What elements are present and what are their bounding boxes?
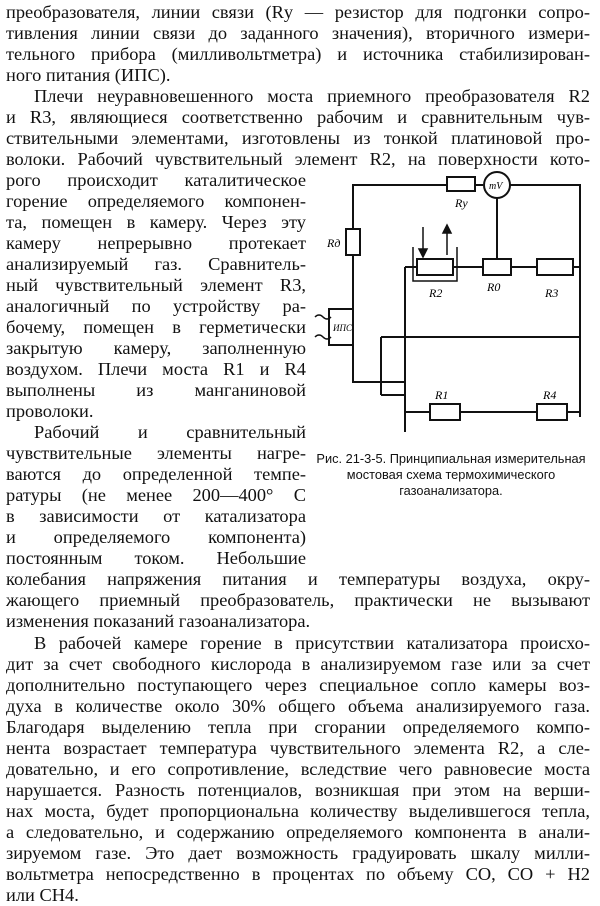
text-line: воздухом. Плечи моста R1 и R4 [6,359,306,379]
text-line: аналогичный по устройству ра- [6,296,306,316]
text-line: горение определяемого компонен- [6,191,306,211]
text-line: нарушается. Разность потенциалов, возникшая при этом на верши- [6,780,590,800]
label-meter: mV [489,181,503,192]
text-line: и определяемого компонента) [6,527,306,547]
wire-top [353,185,447,229]
resistor-ry [447,177,475,191]
gas-flow-arrows [419,225,451,257]
resistor-rd [346,229,360,255]
text-line: Плечи неуравновешенного моста приемного преобразователя R2 [34,86,590,106]
text-line: закрытую камеру, заполненную [6,338,306,358]
text-line: ваются до определенной темпе- [6,464,306,484]
text-line: нах моста, будет пропорциональна количеству выделившегося тепла, [6,801,590,821]
text-line: ного питания (ИПС). [6,65,171,85]
label-r1: R1 [435,388,449,402]
text-line: проволоки. [6,401,94,421]
text-line: тивления линии связи до заданного значения), вторичного измери- [6,23,590,43]
text-line: камеру непрерывно протекает [6,233,306,253]
bridge-circuit-diagram [305,167,597,435]
label-rd: Rд [327,236,341,250]
text-line: В рабочей камере горение в присутствии катализатора происхо- [34,633,590,653]
text-line: ный чувствительный элемент R3, [6,275,306,295]
label-r4: R4 [543,388,557,402]
text-line: постоянным током. Небольшие [6,548,306,568]
resistor-r0 [483,259,511,275]
text-line: изменения показаний газоанализатора. [6,611,311,631]
text-line: анализируемый газ. Сравнитель- [6,254,306,274]
resistor-r2 [417,259,453,275]
text-line: довательно, и его сопротивление, вследствие чего равновесие моста [6,759,590,779]
text-line: а следовательно, и содержанию определяемого компонента в анали- [6,822,590,842]
resistor-r3 [537,259,573,275]
label-r0: R0 [487,280,501,294]
figure-caption: Рис. 21-3-5. Принципиальная измерительная мостовая схема термохимического газоанализатора. [316,451,586,498]
text-line: преобразователя, линии связи (Rу — резистор для подгонки сопро- [6,2,590,22]
text-line: бочему, помещен в герметически [6,317,306,337]
text-line: ратуры (не менее 200—400° С [6,485,306,505]
text-line: жающего приемный преобразователь, практически не вызывают [6,590,590,610]
text-line: чувствительные элементы нагре- [6,443,306,463]
wire-meter-right [510,185,580,267]
text-line: та, помещен в камеру. Через эту [6,212,306,232]
text-line: тельного прибора (милливольтметра) и источника стабилизирован- [6,44,590,64]
text-line: зируемом газе. Это дает возможность градуировать шкалу милли- [6,843,590,863]
text-line: вольтметра непосредственно в процентах по объему CO, CO + H2 [6,864,590,884]
text-line: дит за счет свободного кислорода в анализируемом газе или за счет [6,654,590,674]
label-r2: R2 [429,286,443,300]
resistor-r1 [430,404,460,420]
text-line: или CH4. [6,885,79,905]
text-line: и R3, являющиеся соответственно рабочим и сравнительным чув- [6,107,590,127]
text-line: Рабочий и сравнительный [34,422,306,442]
label-ry: Rу [455,196,468,210]
label-ips: ИПС [333,323,353,333]
text-line: рого происходит каталитическое [6,170,306,190]
label-r3: R3 [545,286,559,300]
text-line: нента возрастает температура чувствительного элемента R2, а сле- [6,738,590,758]
text-line: дополнительно поступающего через специальное сопло камеры воз- [6,675,590,695]
text-line: духа в количестве около 30% общего объема анализируемого газа. [6,696,590,716]
text-line: волоки. Рабочий чувствительный элемент R2, на поверхности кото- [6,149,590,169]
resistor-r4 [537,404,567,420]
wire-ips-down [353,345,405,382]
text-line: ствительными элементами, изготовлены из тонкой платиновой про- [6,128,590,148]
text-line: в зависимости от катализатора [6,506,306,526]
text-line: Благодаря выделению тепла при сгорании определяемого компо- [6,717,590,737]
text-line: колебания напряжения питания и температуры воздуха, окру- [6,569,590,589]
text-line: выполнены из манганиновой [6,380,306,400]
